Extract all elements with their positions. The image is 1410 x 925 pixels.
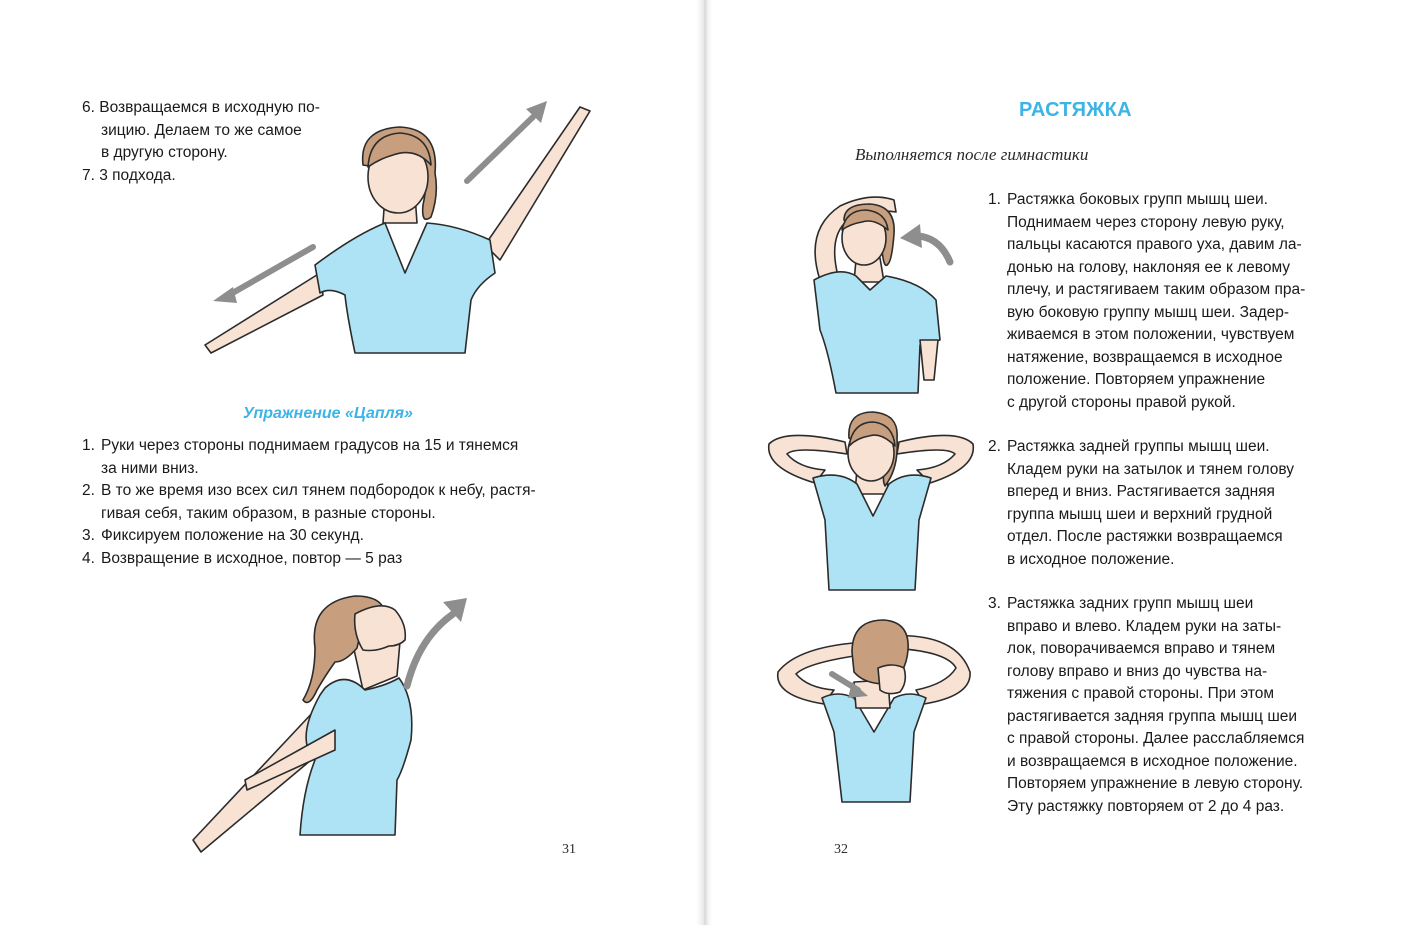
list-item [82,480,536,525]
page-title: РАСТЯЖКА [1019,99,1132,121]
stretch-1-text [988,189,1305,414]
list-line: с правой стороны. Далее расслабляемся [1007,730,1305,747]
step-6-line: 6. Возвращаемся в исходную по- [82,99,320,116]
list-line: положение. Повторяем упражнение [1007,371,1266,388]
list-line: с другой стороны правой рукой. [1007,393,1236,411]
list-item [82,435,536,480]
list-line: Фиксируем положение на 30 секунд. [101,527,364,544]
list-line: в исходное положение. [1007,550,1175,568]
list-line: голову вправо и вниз до чувства на- [1007,662,1268,680]
list-line: В то же время изо всех сил тянем подбородок к небу, растя- [101,482,536,499]
page-subtitle: Выполняется после гимнастики [855,145,1089,164]
arms-diagonal-illustration [195,95,595,360]
turned-neck-stretch-illustration [768,612,978,807]
list-item [82,548,536,571]
list-line: гивая себя, таким образом, в разные стороны. [101,504,436,522]
list-line: Поднимаем через сторону левую руку, [1007,213,1285,231]
step-6-line: зицию. Делаем то же самое [101,121,302,139]
list-line: Растяжка задней группы мышц шеи. [1007,438,1270,455]
list-line: отдел. После растяжки возвращаемся [1007,528,1283,545]
list-number: 2. [82,482,95,499]
list-line: растягивается задняя группа мышц шеи [1007,707,1298,725]
page-number-left: 31 [562,842,576,857]
list-line: живаемся в этом положении, чувствуем [1007,326,1295,343]
list-line: вперед и вниз. Растягивается задняя [1007,483,1275,500]
list-line: вправо и влево. Кладем руки на заты- [1007,617,1282,635]
list-item [82,525,536,548]
exercise-heron-title: Упражнение «Цапля» [243,405,413,422]
list-line: Возвращение в исходное, повтор — 5 раз [101,549,403,567]
list-line: Эту растяжку повторяем от 2 до 4 раз. [1007,797,1285,815]
list-number: 3. [988,595,1001,612]
list-number: 4. [82,549,95,567]
list-line: Повторяем упражнение в левую сторону. [1007,775,1304,792]
list-line: вую боковую группу мышц шеи. Задер- [1007,303,1290,321]
side-neck-stretch-illustration [800,190,960,395]
list-line: и возвращаемся в исходное положение. [1007,752,1298,770]
list-line: за ними вниз. [101,459,199,477]
list-line: лок, поворачиваемся вправо и тянем [1007,640,1276,657]
list-line: Растяжка боковых групп мышц шеи. [1007,191,1268,208]
list-item [988,436,1294,571]
heron-pose-illustration [185,590,475,865]
list-line: тяжения с правой стороны. При этом [1007,685,1275,702]
heron-steps-list [82,435,536,570]
list-number: 2. [988,438,1001,455]
list-line: Растяжка задних групп мышц шеи [1007,595,1254,612]
list-item [988,593,1304,818]
list-number: 1. [988,191,1001,208]
step-6-line: в другую сторону. [101,144,228,161]
list-number: 1. [82,437,95,454]
list-line: Руки через стороны поднимаем градусов на 15 и тянемся [101,437,519,454]
list-line: плечу, и растягиваем таким образом пра- [1007,281,1306,298]
page-number-right: 32 [834,842,848,857]
back-neck-stretch-illustration [765,408,980,593]
list-line: Кладем руки на затылок и тянем голову [1007,460,1294,478]
step-7-text: 7. 3 подхода. [82,166,176,184]
list-line: натяжение, возвращаемся в исходное [1007,348,1283,366]
stretch-2-text [988,436,1294,571]
list-line: группа мышц шеи и верхний грудной [1007,505,1273,523]
book-gutter [696,0,712,925]
list-number: 3. [82,527,95,544]
list-line: пальцы касаются правого уха, давим ла- [1007,236,1302,253]
stretch-3-text [988,593,1304,818]
list-item [988,189,1305,414]
list-line: донью на голову, наклоняя ее к левому [1007,258,1291,276]
